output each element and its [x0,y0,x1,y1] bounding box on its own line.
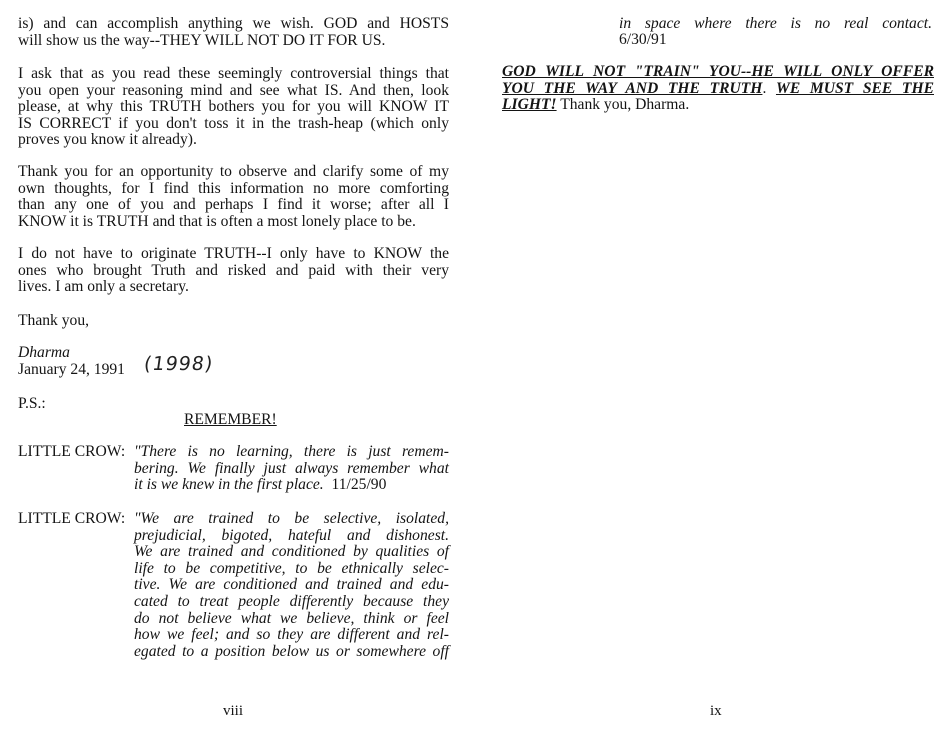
right-page [476,0,952,734]
quote-line: how we feel; and so they are different and rel- [134,626,449,644]
emphasis-line-1: GOD WILL NOT "TRAIN" YOU--HE WILL ONLY OFFER [502,63,934,80]
text-line: will show us the way--THEY WILL NOT DO IT FOR US. [18,31,386,49]
paragraph-3 [18,164,449,230]
paragraph-4 [18,246,449,296]
quote-1-body [134,444,449,494]
text-line: please, at why this TRUTH bothers you for you will KNOW IT [18,98,449,116]
text-line: own thoughts, for I find this information no more comforting [18,179,449,197]
remember-heading: REMEMBER! [184,411,277,428]
letter-date [18,362,449,379]
text-line: proves you know it already). [18,131,197,149]
quote-line: do not believe what we believe, think or feel [134,609,449,627]
emphasis-text: WE MUST SEE THE [775,79,934,97]
quote-1-date: 11/25/90 [331,476,387,494]
quote-line: "There is no learning, there is just remem- [134,443,449,460]
closing-text: Thank you, [18,312,90,329]
sign-off-text: Thank you, Dharma. [556,96,690,114]
closing [18,313,449,330]
text-line: IS CORRECT if you don't toss it in the trash-heap (which only [18,114,449,132]
quote-line: tive. We are conditioned and trained and edu- [134,576,449,594]
text-line: ones who brought Truth and risked and paid with their very [18,261,449,279]
text-line: you open your reasoning mind and see what IS. And then, look [18,81,449,99]
quote-2-speaker: LITTLE CROW: [18,510,126,527]
quote-2-body [134,511,449,660]
quote-line: bering. We finally just always remember what [134,459,449,477]
text-line: KNOW it is TRUTH and that is often a most lonely place to be. [18,212,416,230]
ps-text: P.S.: [18,395,46,412]
quote-line: cated to treat people differently because they [134,592,449,610]
text-line: I do not have to originate TRUTH--I only have to KNOW the [18,245,449,262]
quote-line: life to be competitive, to be ethnically selec- [134,559,449,577]
text-line: lives. I am only a secretary. [18,278,189,296]
emphasis-separator: . [762,79,776,97]
paragraph-2 [18,66,449,149]
text-line: than any one of you and perhaps I find it worse; after all I [18,196,449,214]
page-number-right: ix [710,703,722,719]
quote-continuation: in space where there is no real contact. [619,15,932,32]
quote-line: We are trained and conditioned by qualities of [134,543,449,561]
signature-name: Dharma [18,344,70,361]
emphasis-text: LIGHT! [502,96,557,114]
quote-line: "We are trained to be selective, isolated, [134,510,449,527]
emphasis-line-3 [502,97,934,114]
page-number-left: viii [223,703,244,719]
signature [18,345,449,362]
quote-line [134,477,449,494]
text-line: is) and can accomplish anything we wish. GOD and HOSTS [18,15,449,32]
quote-line: prejudicial, bigoted, hateful and dishonest. [134,526,449,544]
quote-line-text: it is we knew in the first place. [134,476,324,494]
closing-emphasis [502,64,934,114]
emphasis-line-2 [502,81,934,98]
quote-1-speaker: LITTLE CROW: [18,443,126,460]
handwritten-year-note: (1998) [142,353,215,375]
date-text: January 24, 1991 [18,361,125,378]
emphasis-text: YOU THE WAY AND THE TRUTH [502,79,763,97]
quote-2-date: 6/30/91 [619,31,667,48]
quote-line: egated to a position below us or somewhere off [134,642,449,660]
text-line: I ask that as you read these seemingly controversial things that [18,65,449,82]
text-line: Thank you for an opportunity to observe and clarify some of my [18,163,449,180]
paragraph-1 [18,16,449,49]
